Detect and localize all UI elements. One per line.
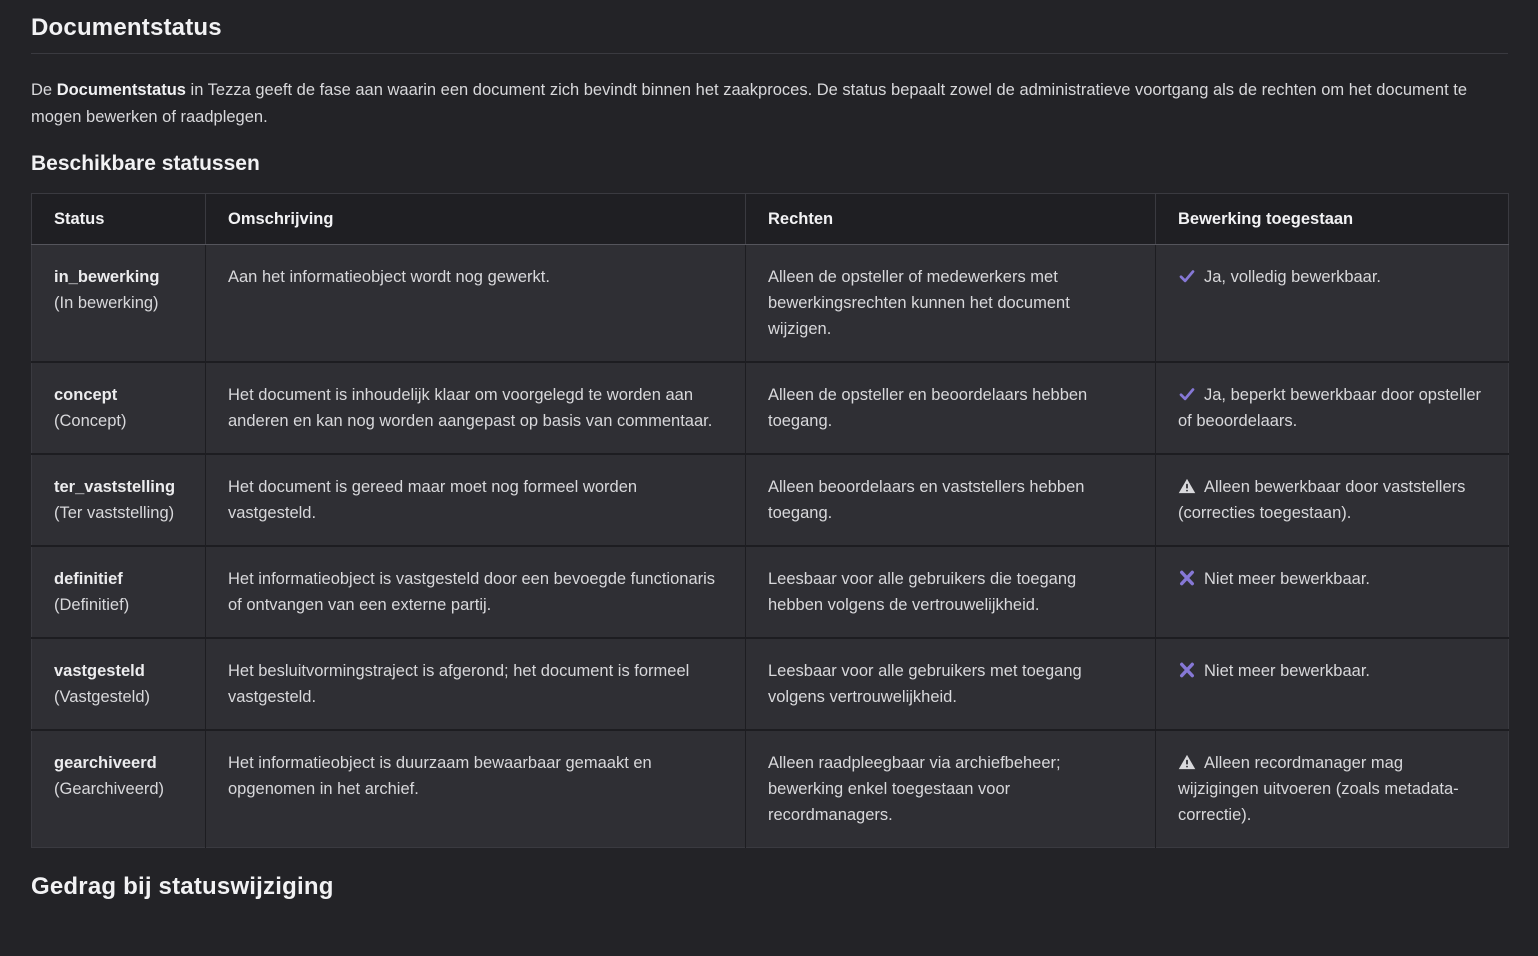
bewerking-text: Niet meer bewerkbaar. bbox=[1204, 570, 1370, 588]
status-cell bbox=[32, 546, 206, 638]
omschrijving-cell: Het document is gereed maar moet nog formeel worden vastgesteld. bbox=[206, 454, 746, 546]
bewerking-text: Niet meer bewerkbaar. bbox=[1204, 662, 1370, 680]
status-code: concept bbox=[54, 386, 118, 404]
rechten-cell: Alleen beoordelaars en vaststellers hebben toegang. bbox=[746, 454, 1156, 546]
bewerking-text: Ja, beperkt bewerkbaar door opsteller of beoordelaars. bbox=[1178, 386, 1481, 430]
rechten-cell: Alleen de opsteller en beoordelaars hebben toegang. bbox=[746, 362, 1156, 454]
rechten-cell: Alleen de opsteller of medewerkers met bewerkingsrechten kunnen het document wijzigen. bbox=[746, 245, 1156, 363]
status-label: (Definitief) bbox=[54, 596, 130, 614]
rechten-cell: Leesbaar voor alle gebruikers met toegang volgens vertrouwelijkheid. bbox=[746, 638, 1156, 730]
status-table-header bbox=[32, 194, 1509, 245]
omschrijving-cell: Het informatieobject is vastgesteld door een bevoegde functionaris of ontvangen van een externe partij. bbox=[206, 546, 746, 638]
column-header-rechten: Rechten bbox=[746, 194, 1156, 245]
title-divider bbox=[31, 53, 1508, 54]
bewerking-cell bbox=[1156, 362, 1509, 454]
omschrijving-cell: Aan het informatieobject wordt nog gewerkt. bbox=[206, 245, 746, 363]
status-code: in_bewerking bbox=[54, 268, 160, 286]
table-row bbox=[32, 730, 1509, 848]
cross-icon bbox=[1178, 569, 1196, 587]
bewerking-cell bbox=[1156, 245, 1509, 363]
status-label: (Gearchiveerd) bbox=[54, 780, 165, 798]
section-heading-gedrag-bij-statuswijziging: Gedrag bij statuswijziging bbox=[31, 873, 334, 900]
table-row bbox=[32, 546, 1509, 638]
rechten-cell: Alleen raadpleegbaar via archiefbeheer; bewerking enkel toegestaan voor recordmanagers. bbox=[746, 730, 1156, 848]
intro-text-prefix: De bbox=[31, 81, 57, 99]
bewerking-cell bbox=[1156, 546, 1509, 638]
intro-text-bold: Documentstatus bbox=[56, 81, 186, 99]
column-header-bewerking-toegestaan: Bewerking toegestaan bbox=[1156, 194, 1509, 245]
status-label: (Concept) bbox=[54, 412, 127, 430]
status-cell bbox=[32, 362, 206, 454]
warning-icon bbox=[1178, 753, 1196, 771]
column-header-status: Status bbox=[32, 194, 206, 245]
page-title: Documentstatus bbox=[31, 14, 222, 41]
status-table-body bbox=[32, 245, 1509, 848]
status-table bbox=[31, 193, 1509, 848]
check-icon bbox=[1178, 385, 1196, 403]
bewerking-cell bbox=[1156, 638, 1509, 730]
intro-text-rest: in Tezza geeft de fase aan waarin een document zich bevindt binnen het zaakproces. De status bepaalt zowel de administratieve voortgang als de rechten om het document te mogen bewerken of raadplegen. bbox=[31, 81, 1468, 126]
section-heading-beschikbare-statussen: Beschikbare statussen bbox=[31, 152, 260, 175]
status-label: (In bewerking) bbox=[54, 294, 159, 312]
omschrijving-cell: Het informatieobject is duurzaam bewaarbaar gemaakt en opgenomen in het archief. bbox=[206, 730, 746, 848]
status-label: (Ter vaststelling) bbox=[54, 504, 175, 522]
cross-icon bbox=[1178, 661, 1196, 679]
table-row bbox=[32, 245, 1509, 363]
status-cell bbox=[32, 245, 206, 363]
status-label: (Vastgesteld) bbox=[54, 688, 150, 706]
bewerking-cell bbox=[1156, 730, 1509, 848]
warning-icon bbox=[1178, 477, 1196, 495]
status-cell bbox=[32, 730, 206, 848]
header-row bbox=[32, 194, 1509, 245]
omschrijving-cell: Het besluitvormingstraject is afgerond; het document is formeel vastgesteld. bbox=[206, 638, 746, 730]
bewerking-text: Ja, volledig bewerkbaar. bbox=[1204, 268, 1382, 286]
rechten-cell: Leesbaar voor alle gebruikers die toegang hebben volgens de vertrouwelijkheid. bbox=[746, 546, 1156, 638]
status-cell bbox=[32, 638, 206, 730]
status-cell bbox=[32, 454, 206, 546]
bewerking-text: Alleen recordmanager mag wijzigingen uitvoeren (zoals metadata-correctie). bbox=[1178, 754, 1459, 824]
table-row bbox=[32, 638, 1509, 730]
table-row bbox=[32, 454, 1509, 546]
bewerking-text: Alleen bewerkbaar door vaststellers (correcties toegestaan). bbox=[1178, 478, 1466, 522]
status-code: ter_vaststelling bbox=[54, 478, 176, 496]
status-code: gearchiveerd bbox=[54, 754, 157, 772]
status-code: vastgesteld bbox=[54, 662, 145, 680]
table-row bbox=[32, 362, 1509, 454]
bewerking-cell bbox=[1156, 454, 1509, 546]
status-code: definitief bbox=[54, 570, 123, 588]
column-header-omschrijving: Omschrijving bbox=[206, 194, 746, 245]
intro-paragraph bbox=[31, 77, 1508, 131]
omschrijving-cell: Het document is inhoudelijk klaar om voorgelegd te worden aan anderen en kan nog worden aangepast op basis van commentaar. bbox=[206, 362, 746, 454]
check-icon bbox=[1178, 267, 1196, 285]
